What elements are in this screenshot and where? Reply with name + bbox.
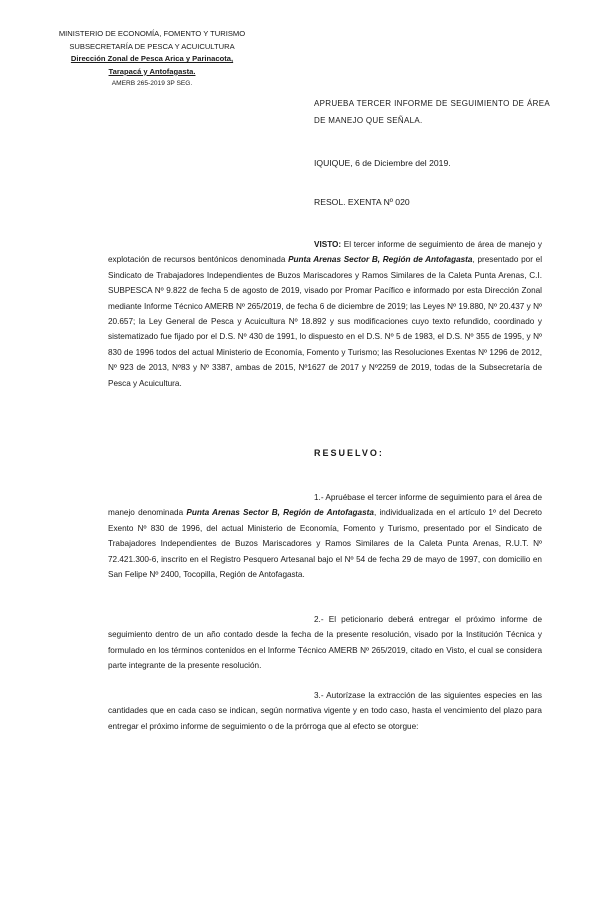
resolution-number: RESOL. EXENTA Nº 020 bbox=[314, 197, 410, 207]
point-1-text-1: 1.- Apruébase el tercer informe de seguimiento para el área de manejo denominada bbox=[108, 493, 542, 518]
resolution-point-1 bbox=[108, 490, 542, 582]
point-1-text-2: , individualizada en el artículo 1º del Decreto Exento Nº 830 de 1996, del actual Ministerio de Economía, Fomento y Turismo, presentado por el Sindicato de Trabajadores Independientes de Buzos Mariscadores y Ramos Similares de la Caleta Punta Arenas, R.U.T. Nº 72.421.300-6, inscrito en el Registro Pesquero Artesanal bajo el Nº 54 de fecha 29 de mayo de 1997, con domicilio en San Felipe Nº 2400, Tocopilla, Región de Antofagasta. bbox=[108, 508, 542, 580]
resolution-point-2: 2.- El peticionario deberá entregar el próximo informe de seguimiento dentro de un año contado desde la fecha de la presente resolución, visado por la Institución Técnica y formulado en los términos contenidos en el Informe Técnico AMERB Nº 265/2019, citado en Visto, el cual se considera parte integrante de la presente resolución. bbox=[108, 615, 542, 671]
visto-text-1: El tercer informe de seguimiento de área de manejo y explotación de recursos bentónicos denominada bbox=[108, 240, 542, 265]
point-1-area-name: Punta Arenas Sector B, Región de Antofagasta bbox=[186, 508, 374, 518]
place-and-date: IQUIQUE, 6 de Diciembre del 2019. bbox=[314, 158, 451, 168]
visto-text-2: , presentado por el bbox=[472, 255, 543, 265]
resolution-point-3: 3.- Autorízase la extracción de las siguientes especies en las cantidades que en cada caso se indican, según normativa vigente y en todo caso, hasta el vencimiento del plazo para entregar el próximo informe de seguimiento o de la prórroga que al efecto se otorgue: bbox=[108, 691, 542, 731]
zonal-direction-name: Dirección Zonal de Pesca Arica y Parinacota, bbox=[70, 54, 234, 64]
visto-text-3: , C.I. SUBPESCA Nº 9.822 de fecha 5 de agosto de 2019, visado por Promar Pacífico e informado por esta Dirección Zonal mediante Informe Técnico AMERB Nº 265/2019, de fecha 6 de diciembre de 2019; las Leyes Nº 19.880, Nº 20.437 y Nº 20.657; la Ley General de Pesca y Acuicultura Nº 18.892 y sus modificaciones cuyo texto refundido, coordinado y sistematizado fue fijado por el D.S. Nº 430 de 1991, lo dispuesto en el D.S. Nº 5 de 1983, el D.S. Nº 355 de 1995, y Nº 830 de 1996 todos del actual Ministerio de Economía, Fomento y Turismo; las Resoluciones Exentas Nº 1296 de 2012, Nº 923 de 2013, Nº83 y Nº 3387, ambas de 2015, Nº1627 de 2017 y Nº2259 de 2019, todas de la Subsecretaría de Pesca y Acuicultura. bbox=[108, 270, 542, 388]
ministry-name: MINISTERIO DE ECONOMÍA, FOMENTO Y TURISMO bbox=[58, 29, 246, 38]
visto-label: VISTO: bbox=[314, 240, 342, 249]
visto-area-name: Punta Arenas Sector B, Región de Antofagasta bbox=[288, 255, 473, 265]
document-subject: APRUEBA TERCER INFORME DE SEGUIMIENTO DE ÁREA DE MANEJO QUE SEÑALA. bbox=[314, 99, 550, 125]
letterhead bbox=[42, 28, 262, 91]
resuelvo-heading: RESUELVO: bbox=[314, 448, 384, 458]
zonal-direction-regions: Tarapacá y Antofagasta. bbox=[108, 66, 196, 76]
document-code: AMERB 265-2019 3P SEG. bbox=[111, 80, 193, 88]
visto-organization: Sindicato de Trabajadores Independientes de Buzos Mariscadores y Ramos Similares de la Caleta Punta Arenas bbox=[108, 270, 525, 280]
subsecretariat-name: SUBSECRETARÍA DE PESCA Y ACUICULTURA bbox=[69, 41, 235, 51]
visto-paragraph bbox=[108, 237, 542, 391]
